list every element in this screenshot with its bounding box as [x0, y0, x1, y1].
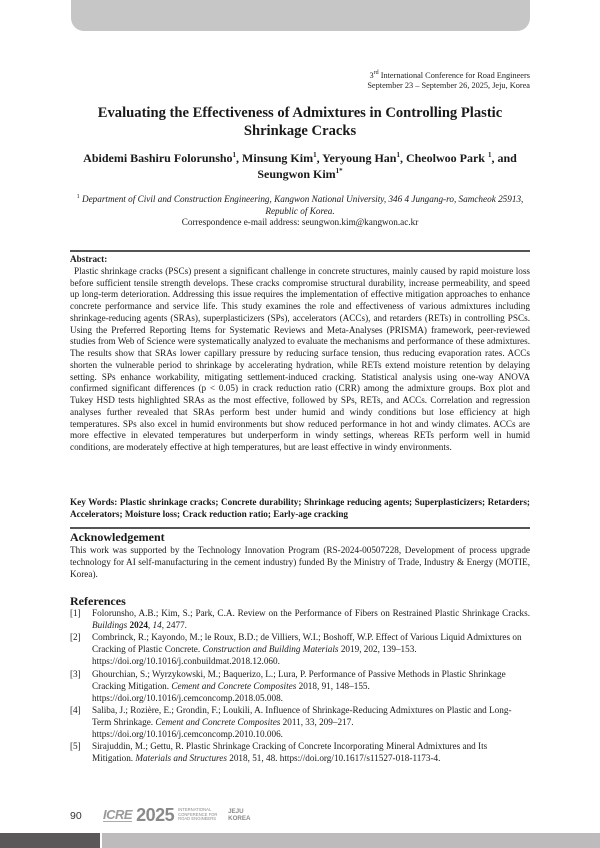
abstract-heading: Abstract: — [70, 254, 108, 264]
logo-year: 2025 — [136, 805, 175, 825]
affiliation-text: Department of Civil and Construction Engineering, Kangwon National University, 346 4 Jungang-ro, Samcheok 25913, Republic of Korea. — [81, 194, 524, 216]
reference-item — [70, 608, 530, 632]
reference-item — [70, 741, 530, 765]
abstract-body: Plastic shrinkage cracks (PSCs) present a significant challenge in concrete structures, mainly caused by rapid moisture loss before sufficient tensile strength develops. These cracks compromise structural durability, increase permeability, and speed up long-term deterioration. Addressing this issue requires the implementation of effective mitigation approaches to enhance concrete performance and service life. This study examines the role and effectiveness of various admixtures including shrinkage-reducing agents (SRAs), superplasticizers (SPs), accelerators (ACCs), and retarders (RETs) in controlling PSCs. Using the Preferred Reporting Items for Systematic Reviews and Meta-Analyses (PRISMA) framework, peer-reviewed studies from Web of Science were systematically analyzed to evaluate the mechanisms and performance of these admixtures. The results show that SRAs lower capillary pressure by reducing surface tension, thus reducing evaporation rates. ACCs shorten the vulnerable period to shrinkage by accelerating hydration, while RETs extend moisture retention by delaying setting. SPs enhance workability, mitigating settlement-induced cracking. Statistical analysis using one-way ANOVA confirmed significant differences (p < 0.05) in crack reduction ratio (CRR) among the admixture groups. Box plot and Tukey HSD tests highlighted SRAs as the most effective, followed by SPs, RETs, and ACCs. Correlation and regression analyses further revealed that SRAs perform best under humid and windy conditions but lose efficiency at high temperatures. SPs also excel in humid environments but show reduced performance in hot and windy climates. ACCs are more effective in elevated temperatures but underperform in windy settings, whereas RETs perform well in humid conditions, are moderately effective at high temperatures, but are least effective in windy environments. — [70, 265, 530, 452]
affiliation-line — [70, 194, 530, 217]
reference-details: , 2477. — [161, 619, 187, 630]
reference-number: [5] — [70, 741, 81, 752]
reference-authors-title: Saliba, J.; Rozière, E.; Grondin, F.; Loukili, A. Influence of Shrinkage-Reducing Admixtures on Plastic and Long-Term Shrinkage. — [92, 705, 512, 727]
acknowledgement-body: This work was supported by the Technology Innovation Program (RS-2024-00507228, Development of process upgrade technology for AI self-manufacturing in the cement industry) funded By the Ministry of Trade, Industry & Energy (MOTIE, Korea). — [70, 545, 530, 579]
author-affiliation-marker: 1* — [335, 166, 343, 175]
affiliation-marker: 1 — [76, 194, 80, 200]
author-affiliation-marker: 1 — [396, 151, 400, 159]
conference-header — [367, 71, 530, 91]
conference-dates-location: September 23 – September 26, 2025, Jeju, Korea — [367, 81, 530, 90]
author-name: Seungwon Kim — [257, 166, 336, 181]
author-separator: , and — [491, 151, 517, 165]
reference-year: 2024 — [127, 619, 148, 630]
author — [83, 151, 242, 165]
author-name: Minsung Kim — [242, 151, 314, 165]
icre-logo-icon: ICRE — [103, 806, 133, 822]
reference-text — [92, 632, 530, 668]
affiliation-block — [70, 194, 530, 229]
conference-logo — [103, 806, 250, 824]
author — [406, 151, 517, 165]
author-list — [70, 151, 530, 182]
conference-ordinal: 3 — [369, 71, 374, 80]
reference-details: 2019, 202, 139–153. https://doi.org/10.1016/j.conbuildmat.2018.12.060. — [92, 644, 417, 667]
reference-number: [3] — [70, 668, 81, 679]
footer-bar-dark — [0, 833, 100, 848]
acknowledgement-heading: Acknowledgement — [70, 530, 165, 544]
author-name: Yeryoung Han — [322, 151, 397, 165]
reference-number: [1] — [70, 608, 81, 618]
reference-item — [70, 632, 530, 668]
header-tab-decoration — [71, 0, 530, 31]
section-divider — [70, 527, 530, 529]
author-affiliation-marker: 1 — [313, 151, 317, 159]
reference-text — [92, 705, 530, 741]
reference-separator: , — [147, 619, 153, 630]
reference-journal: Cement and Concrete Composites — [155, 716, 281, 727]
author — [322, 151, 406, 165]
author-affiliation-marker: 1 — [487, 151, 492, 159]
logo-place — [228, 808, 250, 822]
reference-text — [92, 669, 530, 705]
conference-name-line — [367, 71, 530, 81]
conference-name: International Conference for Road Engineers — [380, 71, 530, 80]
reference-number: [4] — [70, 705, 81, 716]
reference-volume: 14 — [152, 619, 162, 630]
reference-details: 2011, 33, 209–217. https://doi.org/10.1016/j.cemconcomp.2010.10.006. — [92, 716, 354, 739]
reference-item — [70, 705, 530, 741]
page-number: 90 — [70, 810, 82, 822]
paper-title: Evaluating the Effectiveness of Admixtures in Controlling Plastic Shrinkage Cracks — [97, 105, 503, 139]
footer-bar-light — [102, 833, 600, 848]
reference-item — [70, 669, 530, 705]
author-name: Abidemi Bashiru Folorunsho — [83, 151, 233, 165]
reference-authors-title: Ghourchian, S.; Wyrzykowski, M.; Baquerizo, L.; Lura, P. Performance of Passive Methods in Plastic Shrinkage Cracking Mitigation. — [92, 668, 506, 691]
logo-place-country: KOREA — [228, 815, 251, 822]
reference-text — [92, 608, 530, 632]
reference-list — [70, 608, 530, 766]
reference-authors-title: Sirajuddin, M.; Gettu, R. Plastic Shrinkage Cracking of Concrete Incorporating Mineral Admixtures and Its Mitigation. — [92, 741, 488, 764]
author-separator: , — [236, 151, 243, 165]
references-heading: References — [70, 594, 126, 608]
abstract-section — [70, 254, 530, 454]
reference-details: 2018, 51, 48. https://doi.org/10.1617/s11527-018-1173-4. — [226, 753, 441, 764]
author-separator: , — [316, 151, 323, 165]
author-separator: , — [399, 151, 406, 165]
keywords: Key Words: Plastic shrinkage cracks; Concrete durability; Shrinkage reducing agents; Superplasticizers; Retarders; Accelerators; Moisture loss; Crack reduction ratio; Early-age cracking — [70, 497, 530, 519]
author — [257, 167, 342, 181]
reference-journal: Materials and Structures — [135, 753, 227, 764]
correspondence-email: Correspondence e-mail address: seungwon.kim@kangwon.ac.kr — [181, 217, 419, 228]
reference-details: 2018, 91, 148–155. https://doi.org/10.1016/j.cemconcomp.2018.05.008. — [92, 680, 370, 703]
reference-text — [92, 741, 530, 765]
reference-journal: Cement and Concrete Composites — [171, 680, 297, 691]
reference-journal: Construction and Building Materials — [202, 644, 339, 655]
reference-authors-title: Folorunsho, A.B.; Kim, S.; Park, C.A. Review on the Performance of Fibers on Restrained Plastic Shrinkage Cracks. — [92, 608, 530, 618]
author-affiliation-marker: 1 — [232, 151, 237, 159]
reference-journal: Buildings — [92, 619, 128, 630]
author-name: Cheolwoo Park — [405, 151, 488, 165]
section-divider — [70, 250, 530, 252]
conference-ordinal-suffix: rd — [373, 70, 379, 76]
logo-conference-name: INTERNATIONAL CONFERENCE FOR ROAD ENGINEERS — [178, 807, 218, 822]
reference-authors-title: Combrinck, R.; Kayondo, M.; le Roux, B.D.; de Villiers, W.I.; Boshoff, W.P. Effect of Various Liquid Admixtures on Cracking of Plastic Concrete. — [92, 632, 522, 655]
reference-number: [2] — [70, 632, 81, 643]
logo-place-city: JEJU — [228, 808, 244, 815]
author — [242, 151, 322, 165]
